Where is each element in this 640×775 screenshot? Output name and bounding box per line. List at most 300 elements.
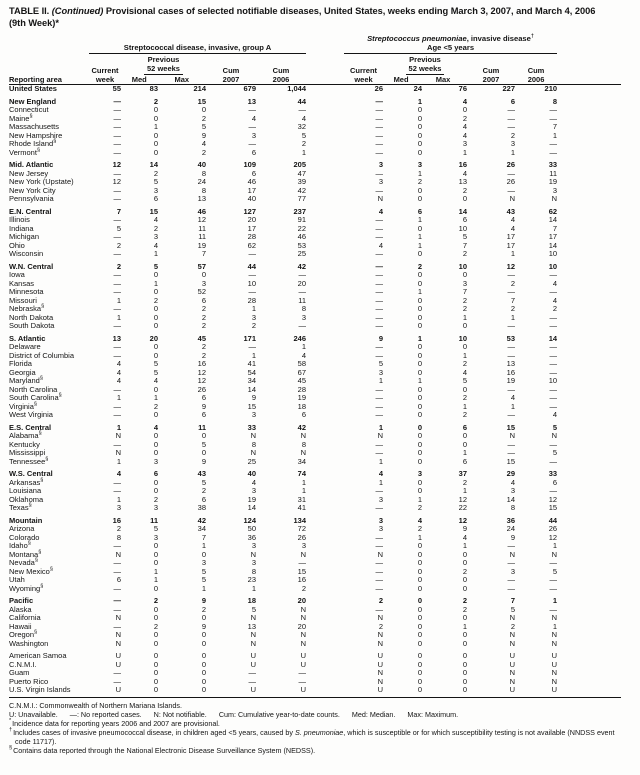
value-cell: 10 xyxy=(548,376,558,385)
value-cell: 5 xyxy=(301,130,307,140)
value-cell: 0 xyxy=(462,638,468,648)
value-cell: 19 xyxy=(506,376,516,385)
value-cell: — xyxy=(375,287,384,296)
value-cell: 2 xyxy=(153,621,158,631)
value-cell: — xyxy=(375,105,384,114)
value-cell: 2 xyxy=(417,503,423,512)
value-cell: — xyxy=(113,321,121,330)
value-cell: 1 xyxy=(153,393,158,402)
value-cell: 7 xyxy=(510,596,516,605)
reporting-area-cell: Tennessee§ xyxy=(9,456,49,466)
value-cell: 17 xyxy=(247,223,256,233)
value-cell: 0 xyxy=(158,686,206,697)
value-cell: N xyxy=(250,613,256,622)
value-cell: 0 xyxy=(417,439,423,449)
table-row xyxy=(9,559,621,568)
value-cell: — xyxy=(375,541,384,550)
column-spacer xyxy=(306,250,344,259)
value-cell: 1 xyxy=(378,422,384,432)
value-cell: 1 xyxy=(251,304,256,313)
column-spacer xyxy=(306,686,344,697)
value-cell: U xyxy=(377,651,384,660)
value-cell: 0 xyxy=(417,604,423,614)
value-cell: N xyxy=(300,604,307,614)
value-cell: 3 xyxy=(462,278,468,288)
value-cell: — xyxy=(549,456,558,466)
reporting-area-cell: C.N.M.I. xyxy=(9,659,37,669)
value-cell: 20 xyxy=(297,596,307,605)
reporting-area-cell: Arizona xyxy=(9,524,35,533)
value-cell: 0 xyxy=(153,350,158,360)
value-cell: — xyxy=(549,367,558,377)
value-cell: 67 xyxy=(297,367,307,377)
column-spacer xyxy=(306,280,344,289)
value-cell: 1 xyxy=(462,621,468,631)
table-row xyxy=(9,394,621,403)
value-cell: N xyxy=(377,194,384,203)
value-cell: 1 xyxy=(462,401,468,411)
value-cell: 14 xyxy=(548,333,558,343)
value-cell: 0 xyxy=(417,549,423,559)
value-cell: 6 xyxy=(251,147,256,157)
value-cell: 2 xyxy=(201,304,206,313)
value-cell: — xyxy=(113,105,121,114)
value-cell: 6 xyxy=(153,194,158,203)
value-cell: N xyxy=(509,613,516,622)
value-cell: — xyxy=(375,401,384,411)
group-header-row xyxy=(9,35,621,54)
table-row xyxy=(9,432,621,441)
table-row xyxy=(9,322,621,331)
column-spacer xyxy=(306,170,344,179)
value-cell: 40 xyxy=(197,160,206,169)
value-cell: 8 xyxy=(510,503,516,512)
value-cell: 0 xyxy=(417,401,423,411)
value-cell: 1 xyxy=(301,147,307,157)
value-cell: 13 xyxy=(197,194,206,203)
value-cell: 2 xyxy=(462,393,468,402)
value-cell: 31 xyxy=(297,494,307,504)
value-cell: 12 xyxy=(548,532,558,542)
table-row xyxy=(9,449,621,458)
table-row xyxy=(9,411,621,420)
value-cell: 2 xyxy=(417,524,423,533)
value-cell: — xyxy=(549,147,558,157)
value-cell: N xyxy=(115,431,121,440)
value-cell: 23 xyxy=(247,575,256,584)
value-cell: 1 xyxy=(116,295,121,305)
value-cell: U xyxy=(551,659,558,669)
reporting-area-cell: Arkansas§ xyxy=(9,477,44,487)
value-cell: 0 xyxy=(417,304,423,313)
value-cell: 0 xyxy=(462,549,468,559)
row-filler xyxy=(557,297,621,306)
value-cell: 0 xyxy=(417,342,423,351)
value-cell: — xyxy=(375,96,384,106)
value-cell: 10 xyxy=(247,278,256,288)
row-filler xyxy=(557,631,621,640)
table-row xyxy=(9,170,621,179)
col-cum-2007-b: Cum 2007 xyxy=(467,54,515,85)
column-spacer xyxy=(306,343,344,352)
value-cell: — xyxy=(375,304,384,313)
value-cell: 4 xyxy=(153,422,158,432)
reporting-area-cell: Oklahoma xyxy=(9,494,44,504)
value-cell: — xyxy=(375,185,384,195)
value-cell: 4 xyxy=(116,367,121,377)
value-cell: 6 xyxy=(462,215,468,224)
value-cell: 3 xyxy=(153,185,158,195)
value-cell: — xyxy=(298,270,307,279)
value-cell: 0 xyxy=(417,621,423,631)
value-cell: U xyxy=(344,686,383,697)
column-spacer xyxy=(306,233,344,242)
column-spacer xyxy=(306,559,344,568)
value-cell: 40 xyxy=(247,194,256,203)
row-filler xyxy=(557,479,621,488)
value-cell: 20 xyxy=(297,278,307,288)
value-cell: — xyxy=(375,532,384,542)
value-cell: 3 xyxy=(510,566,516,576)
value-cell: — xyxy=(375,113,384,123)
value-cell: — xyxy=(549,384,558,394)
value-cell: 2 xyxy=(462,185,468,195)
value-cell: 8 xyxy=(116,532,121,542)
value-cell: 3 xyxy=(417,469,423,478)
table-row xyxy=(9,568,621,577)
footnote-star: *Incidence data for reporting years 2006 and 2007 are provisional. xyxy=(9,718,220,728)
col-previous-52-weeks-b: Previous 52 weeks Med Max xyxy=(383,54,467,85)
value-cell: U xyxy=(89,686,121,697)
value-cell: — xyxy=(507,448,516,457)
value-cell: 12 xyxy=(458,494,468,504)
reporting-area-cell: Kentucky xyxy=(9,439,40,449)
value-cell: 1 xyxy=(510,147,516,157)
value-cell: — xyxy=(248,668,256,677)
row-filler xyxy=(557,149,621,158)
value-cell: 24 xyxy=(197,177,206,186)
reporting-area-cell: Montana§ xyxy=(9,549,42,559)
value-cell: 0 xyxy=(462,630,468,639)
column-spacer xyxy=(306,377,344,386)
value-cell: 4 xyxy=(201,139,206,148)
value-cell: — xyxy=(375,321,384,330)
value-cell: 7 xyxy=(552,223,558,233)
value-cell: — xyxy=(549,342,558,351)
value-cell: — xyxy=(113,604,121,614)
value-cell: 5 xyxy=(462,376,468,385)
value-cell: 46 xyxy=(197,206,206,216)
value-cell: 15 xyxy=(506,456,516,466)
value-cell: 19 xyxy=(247,494,256,504)
value-cell: 0 xyxy=(153,541,158,550)
value-cell: 4 xyxy=(116,376,121,385)
value-cell: 0 xyxy=(121,686,158,697)
value-cell: 26 xyxy=(506,177,516,186)
value-cell: 4 xyxy=(153,376,158,385)
row-filler xyxy=(557,568,621,577)
row-filler xyxy=(557,195,621,204)
value-cell: 12 xyxy=(112,177,121,186)
reporting-area-cell: Iowa xyxy=(9,270,25,279)
value-cell: — xyxy=(375,486,384,495)
value-cell: 20 xyxy=(247,215,256,224)
value-cell: 14 xyxy=(247,503,256,512)
value-cell: 0 xyxy=(153,676,158,686)
value-cell: — xyxy=(113,596,121,605)
reporting-area-cell: Hawaii xyxy=(9,621,32,631)
value-cell: — xyxy=(375,215,384,224)
value-cell: — xyxy=(248,249,256,258)
value-cell: 0 xyxy=(417,583,423,593)
value-cell: 4 xyxy=(116,469,121,478)
reporting-area-cell: U.S. Virgin Islands xyxy=(9,686,89,697)
value-cell: 91 xyxy=(297,215,307,224)
row-filler xyxy=(557,352,621,361)
value-cell: — xyxy=(113,287,121,296)
value-cell: 12 xyxy=(506,261,516,271)
value-cell: 4 xyxy=(251,477,256,487)
value-cell: 2 xyxy=(251,321,256,330)
column-spacer xyxy=(306,352,344,361)
value-cell: 26 xyxy=(374,84,384,93)
row-filler xyxy=(557,314,621,323)
column-spacer xyxy=(306,94,344,107)
value-cell: 5 xyxy=(153,524,158,533)
value-cell: — xyxy=(375,295,384,305)
value-cell: 4 xyxy=(462,130,468,140)
value-cell: 0 xyxy=(417,185,423,195)
value-cell: 0 xyxy=(201,668,206,677)
value-cell: — xyxy=(549,401,558,411)
value-cell: — xyxy=(375,604,384,614)
value-cell: 0 xyxy=(462,613,468,622)
value-cell: 3 xyxy=(510,486,516,495)
row-filler xyxy=(557,576,621,585)
reporting-area-cell: Minnesota xyxy=(9,287,44,296)
value-cell: — xyxy=(507,185,516,195)
table-row xyxy=(9,195,621,204)
value-cell: N xyxy=(115,549,121,559)
value-cell: 5 xyxy=(153,177,158,186)
value-cell: — xyxy=(375,439,384,449)
value-cell: N xyxy=(551,668,558,677)
value-cell: N xyxy=(250,630,256,639)
value-cell: 3 xyxy=(417,160,423,169)
column-spacer xyxy=(306,297,344,306)
value-cell: — xyxy=(375,168,384,178)
column-spacer xyxy=(306,661,344,670)
footnote-cnmi: C.N.M.I.: Commonwealth of Northern Mariana Islands. xyxy=(9,700,182,710)
value-cell: 41 xyxy=(297,503,307,512)
value-cell: 2 xyxy=(116,240,121,250)
column-spacer xyxy=(306,504,344,513)
table-row xyxy=(9,297,621,306)
value-cell: — xyxy=(113,249,121,258)
column-spacer xyxy=(306,568,344,577)
value-cell: 0 xyxy=(153,321,158,330)
value-cell: 6 xyxy=(201,393,206,402)
value-cell: 11 xyxy=(198,422,206,432)
value-cell: 0 xyxy=(417,321,423,330)
value-cell: 62 xyxy=(247,240,256,250)
value-cell: U xyxy=(509,659,516,669)
column-spacer xyxy=(306,585,344,594)
value-cell: 6 xyxy=(116,575,121,584)
table-row xyxy=(9,441,621,450)
value-cell: 1 xyxy=(153,278,158,288)
row-filler xyxy=(557,178,621,187)
value-cell: 0 xyxy=(201,676,206,686)
title-continued: (Continued) xyxy=(51,6,104,16)
value-cell: — xyxy=(507,321,516,330)
table-row xyxy=(9,513,621,526)
value-cell: 0 xyxy=(201,448,206,457)
value-cell: 15 xyxy=(506,422,516,432)
reporting-area-cell: Nebraska§ xyxy=(9,303,45,313)
row-filler xyxy=(557,640,621,649)
value-cell: 14 xyxy=(548,215,558,224)
value-cell: — xyxy=(375,410,384,419)
value-cell: 4 xyxy=(378,240,384,250)
value-cell: 0 xyxy=(462,575,468,584)
value-cell: 0 xyxy=(417,613,423,622)
value-cell: 3 xyxy=(378,515,384,525)
value-cell: 3 xyxy=(378,494,384,504)
value-cell: 2 xyxy=(153,96,158,106)
column-spacer xyxy=(306,648,344,661)
value-cell: 1 xyxy=(301,477,307,487)
row-filler xyxy=(557,585,621,594)
value-cell: 2 xyxy=(462,604,468,614)
value-cell: 5 xyxy=(552,422,558,432)
value-cell: 7 xyxy=(462,287,468,296)
reporting-area-cell: S. Atlantic xyxy=(9,333,46,343)
value-cell: — xyxy=(113,401,121,411)
column-spacer xyxy=(306,669,344,678)
value-cell: 3 xyxy=(153,456,158,466)
value-cell: 0 xyxy=(417,659,423,669)
value-cell: 4 xyxy=(153,240,158,250)
value-cell: 1 xyxy=(417,96,423,106)
group-b-header xyxy=(344,35,557,54)
value-cell: — xyxy=(375,270,384,279)
value-cell: 2 xyxy=(201,113,206,123)
value-cell: 15 xyxy=(548,503,558,512)
value-cell: 28 xyxy=(297,384,307,394)
row-filler xyxy=(557,280,621,289)
value-cell: 2 xyxy=(510,621,516,631)
value-cell: — xyxy=(375,583,384,593)
group-b-title: Streptococcus pneumoniae, invasive disease† xyxy=(367,33,534,43)
value-cell: 11 xyxy=(298,295,307,305)
value-cell: — xyxy=(549,583,558,593)
value-cell: 3 xyxy=(510,139,516,148)
value-cell: 26 xyxy=(548,524,558,533)
column-spacer xyxy=(306,225,344,234)
table-row xyxy=(9,123,621,132)
value-cell: — xyxy=(549,558,558,567)
value-cell: — xyxy=(549,575,558,584)
value-cell: 109 xyxy=(243,160,256,169)
value-cell: — xyxy=(507,105,516,114)
row-filler xyxy=(557,669,621,678)
value-cell: 0 xyxy=(153,477,158,487)
table-row xyxy=(9,225,621,234)
value-cell: 0 xyxy=(417,431,423,440)
value-cell: 9 xyxy=(462,524,468,533)
value-cell: 57 xyxy=(197,261,206,271)
value-cell: — xyxy=(375,147,384,157)
value-cell: 4 xyxy=(510,477,516,487)
title-prefix: TABLE II. xyxy=(9,6,50,16)
value-cell: 15 xyxy=(297,566,307,576)
value-cell: N xyxy=(300,431,307,440)
value-cell: — xyxy=(549,287,558,296)
value-cell: — xyxy=(375,350,384,360)
table-row xyxy=(9,534,621,543)
column-spacer xyxy=(306,360,344,369)
value-cell: 0 xyxy=(153,130,158,140)
value-cell: N xyxy=(115,448,121,457)
value-cell: 134 xyxy=(293,515,307,525)
reporting-area-cell: Mississippi xyxy=(9,448,46,457)
row-filler xyxy=(557,513,621,526)
value-cell: 44 xyxy=(247,261,256,271)
value-cell: 0 xyxy=(417,350,423,360)
column-spacer xyxy=(306,242,344,251)
value-cell: 52 xyxy=(197,287,206,296)
value-cell: 0 xyxy=(417,393,423,402)
reporting-area-cell: Pennsylvania xyxy=(9,194,54,203)
value-cell: 0 xyxy=(462,384,468,394)
value-cell: 3 xyxy=(153,532,158,542)
value-cell: 46 xyxy=(297,232,307,241)
value-cell: — xyxy=(298,105,307,114)
value-cell: 0 xyxy=(417,486,423,495)
value-cell: — xyxy=(375,232,384,241)
table-row xyxy=(9,496,621,505)
footnote-section: §Contains data reported through the National Electronic Disease Surveillance System (NEDSS). xyxy=(9,745,316,755)
value-cell: 9 xyxy=(201,621,206,631)
value-cell: — xyxy=(113,147,121,157)
table-row xyxy=(9,551,621,560)
value-cell: 5 xyxy=(201,122,206,131)
row-filler xyxy=(557,115,621,124)
reporting-area-cell: North Dakota xyxy=(9,312,54,322)
value-cell: 26 xyxy=(506,160,516,169)
value-cell: 0 xyxy=(153,105,158,114)
value-cell: 1 xyxy=(462,541,468,550)
value-cell: 0 xyxy=(417,194,423,203)
value-cell: 0 xyxy=(201,638,206,648)
value-cell: 1 xyxy=(153,249,158,258)
value-cell: 2 xyxy=(201,604,206,614)
value-cell: 39 xyxy=(297,177,307,186)
value-cell: 2 xyxy=(462,566,468,576)
value-cell: 42 xyxy=(297,261,307,271)
value-cell: 3 xyxy=(251,130,256,140)
value-cell: 0 xyxy=(153,147,158,157)
row-filler xyxy=(557,623,621,632)
reporting-area-cell: Florida xyxy=(9,359,32,368)
value-cell: 8 xyxy=(251,566,256,576)
reporting-area-cell: Massachusetts xyxy=(9,122,60,131)
value-cell: 8 xyxy=(552,96,558,106)
value-cell: — xyxy=(549,439,558,449)
value-cell: 53 xyxy=(506,333,516,343)
value-cell: — xyxy=(248,287,256,296)
